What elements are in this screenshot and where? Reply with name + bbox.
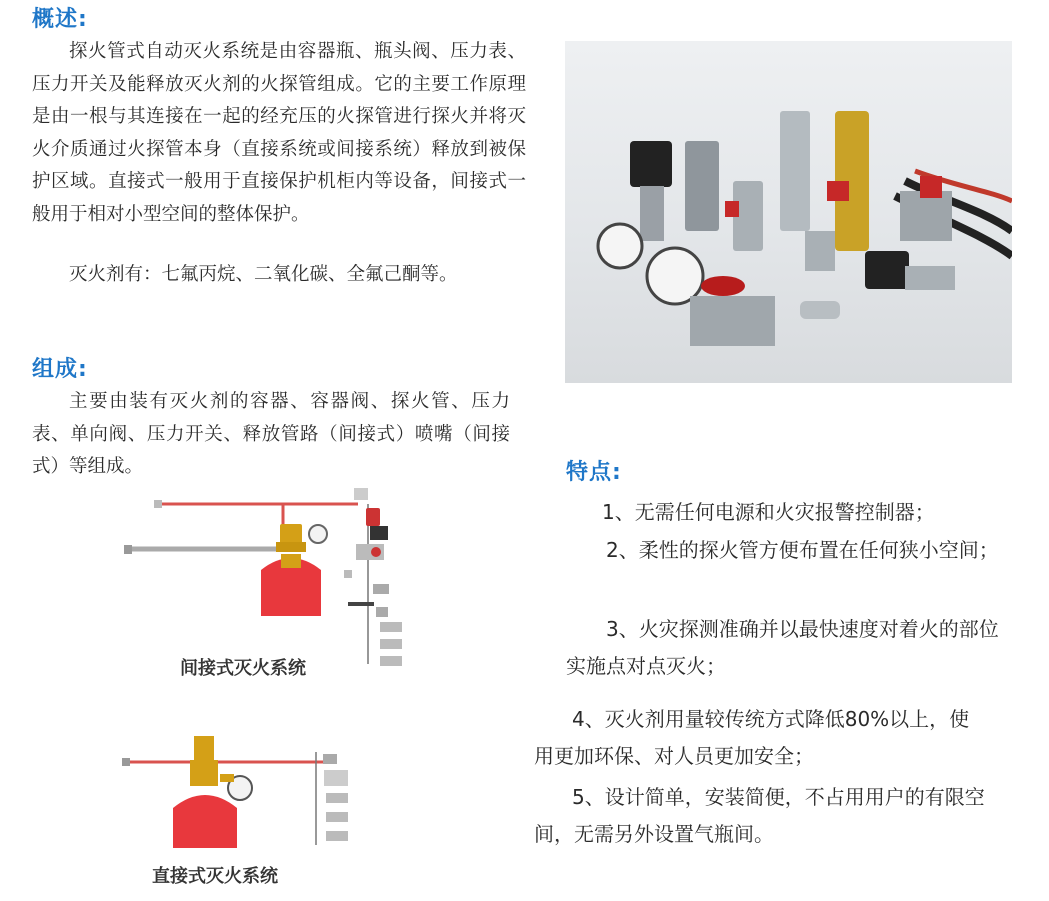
overview-heading: 概述: [32,7,88,32]
composition-paragraph: 主要由装有灭火剂的容器、容器阀、探火管、压力表、单向阀、压力开关、释放管路（间接式）喷嘴（间接式）等组成。 [32,391,510,477]
feature-item-4: 4、灭火剂用量较传统方式降低80%以上，使用更加环保、对人员更加安全； [534,707,970,768]
overview-paragraph: 探火管式自动灭火系统是由容器瓶、瓶头阀、压力表、压力开关及能释放灭火剂的火探管组成。它的主要工作原理是由一根与其连接在一起的经充压的火探管进行探火并将灭火介质通过火探管本身（直接系统或间接系统）释放到被保护区域。直接式一般用于直接保护机柜内等设备，间接式一般用于相对小型空间的整体保护。 [32,41,526,225]
direct-system-caption: 直接式灭火系统 [152,866,278,887]
indirect-system-caption: 间接式灭火系统 [180,658,306,679]
feature-item-5: 5、设计简单，安装简便，不占用用户的有限空间，无需另外设置气瓶间。 [534,785,985,846]
feature-item-1: 1、无需任何电源和火灾报警控制器； [602,500,935,524]
indirect-system-diagram [118,482,418,672]
extinguishing-agents-text: 灭火剂有：七氟丙烷、二氧化碳、全氟己酮等。 [69,264,458,285]
feature-item-3: 3、火灾探测准确并以最快速度对着火的部位实施点对点灭火； [566,617,999,678]
valve-assortment-illustration [565,41,1012,383]
feature-item-2: 2、柔性的探火管方便布置在任何狭小空间； [606,538,999,562]
product-components-photo [565,41,1012,383]
features-heading: 特点: [566,460,622,485]
composition-heading: 组成: [32,357,88,382]
direct-system-diagram [118,730,378,855]
